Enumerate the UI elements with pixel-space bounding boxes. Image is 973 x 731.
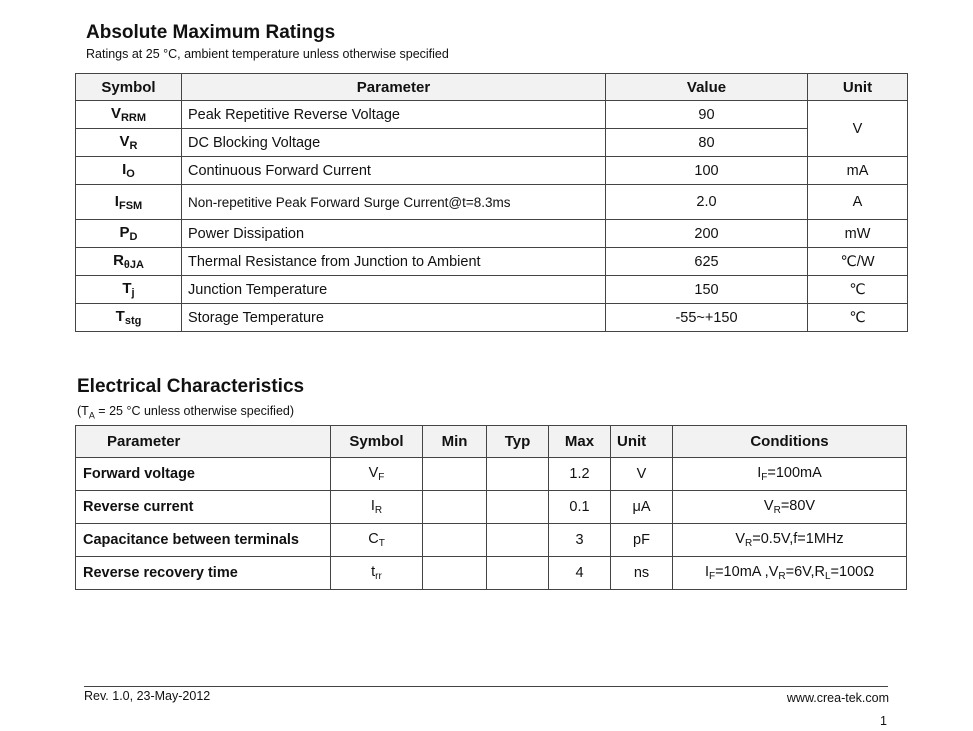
page-number: 1	[880, 714, 887, 728]
condition-subscript: R	[745, 538, 753, 549]
footer-divider	[84, 686, 888, 687]
min-cell	[423, 491, 487, 524]
table-row	[76, 248, 908, 276]
symbol-cell: $V_F$	[331, 458, 423, 491]
condition-text: =6V,R	[785, 564, 825, 580]
table-row	[76, 157, 908, 185]
unit-cell: ℃	[808, 304, 908, 332]
table-row	[76, 491, 907, 524]
table-header-row	[76, 426, 907, 458]
condition-text: =10mA ,V	[715, 564, 779, 580]
symbol-cell: $I_R$	[331, 491, 423, 524]
unit-cell: V	[611, 458, 673, 491]
symbol-cell: $T_{stg}$	[76, 304, 182, 332]
typ-cell	[487, 524, 549, 557]
condition-text: =0.5V,f=1MHz	[752, 531, 844, 547]
value-cell: 150	[606, 276, 808, 304]
table-header-row	[76, 74, 908, 101]
table-row	[76, 185, 908, 220]
value-cell: 100	[606, 157, 808, 185]
min-cell	[423, 524, 487, 557]
col-header-parameter: Parameter	[182, 74, 606, 101]
unit-cell: mA	[808, 157, 908, 185]
condition-subscript: L	[824, 571, 831, 582]
condition-subscript: F	[761, 472, 768, 483]
unit-cell: V	[808, 101, 908, 157]
symbol-cell: $T_j$	[76, 276, 182, 304]
conditions-cell	[673, 491, 907, 524]
unit-cell: ℃/W	[808, 248, 908, 276]
max-cell: 1.2	[549, 458, 611, 491]
parameter-cell: Power Dissipation	[182, 220, 606, 248]
conditions-cell	[673, 557, 907, 590]
col-header-max: Max	[549, 426, 611, 458]
parameter-cell: Forward voltage	[76, 458, 331, 491]
value-cell: 2.0	[606, 185, 808, 220]
col-header-min: Min	[423, 426, 487, 458]
condition-text: I	[704, 564, 709, 580]
min-cell	[423, 557, 487, 590]
abs-max-subtitle: Ratings at 25 °C, ambient temperature unless otherwise specified	[86, 47, 449, 61]
symbol-cell: $R_{\theta JA}$	[76, 248, 182, 276]
typ-cell	[487, 458, 549, 491]
elec-char-subtitle: ($T_A = 25$ °C unless otherwise specified)	[77, 404, 295, 421]
condition-text: =100Ω	[830, 564, 875, 580]
condition-subscript: R	[778, 571, 786, 582]
value-cell: 90	[606, 101, 808, 129]
table-row	[76, 524, 907, 557]
table-row	[76, 557, 907, 590]
symbol-cell: $I_{FSM}$	[76, 185, 182, 220]
unit-cell: mW	[808, 220, 908, 248]
parameter-cell: Non-repetitive Peak Forward Surge Current@t=8.3ms	[182, 185, 606, 220]
unit-cell: μA	[611, 491, 673, 524]
abs-max-title: Absolute Maximum Ratings	[86, 22, 336, 43]
value-cell: 80	[606, 129, 808, 157]
condition-text: =80V	[780, 498, 816, 514]
elec-char-table	[75, 425, 907, 590]
unit-cell: pF	[611, 524, 673, 557]
condition-text: I	[757, 465, 762, 481]
parameter-cell: Junction Temperature	[182, 276, 606, 304]
condition-text: =100mA	[767, 465, 822, 481]
typ-cell	[487, 491, 549, 524]
condition-text: V	[735, 531, 746, 547]
unit-cell: ns	[611, 557, 673, 590]
parameter-cell: Reverse current	[76, 491, 331, 524]
table-row	[76, 101, 908, 129]
parameter-cell: Continuous Forward Current	[182, 157, 606, 185]
value-cell: 625	[606, 248, 808, 276]
conditions-cell	[673, 458, 907, 491]
col-header-symbol: Symbol	[331, 426, 423, 458]
symbol-cell: $t_{rr}$	[331, 557, 423, 590]
col-header-conditions: Conditions	[673, 426, 907, 458]
table-row	[76, 129, 908, 157]
max-cell: 3	[549, 524, 611, 557]
parameter-cell: Reverse recovery time	[76, 557, 331, 590]
col-header-typ: Typ	[487, 426, 549, 458]
parameter-cell: Capacitance between terminals	[76, 524, 331, 557]
min-cell	[423, 458, 487, 491]
value-cell: -55~+150	[606, 304, 808, 332]
symbol-cell: $V_{RRM}$	[76, 101, 182, 129]
revision-text: Rev. 1.0, 23-May-2012	[84, 689, 211, 703]
col-header-parameter: Parameter	[76, 426, 331, 458]
typ-cell	[487, 557, 549, 590]
unit-cell: A	[808, 185, 908, 220]
condition-subscript: R	[773, 505, 781, 516]
value-cell: 200	[606, 220, 808, 248]
col-header-unit: Unit	[611, 426, 673, 458]
condition-text: V	[763, 498, 774, 514]
conditions-cell	[673, 524, 907, 557]
table-row	[76, 304, 908, 332]
table-row	[76, 276, 908, 304]
condition-subscript: F	[708, 571, 716, 582]
abs-max-table	[75, 73, 908, 332]
col-header-unit: Unit	[808, 74, 908, 101]
unit-cell: ℃	[808, 276, 908, 304]
table-row	[76, 220, 908, 248]
parameter-cell: Peak Repetitive Reverse Voltage	[182, 101, 606, 129]
symbol-cell: $V_R$	[76, 129, 182, 157]
symbol-cell: $C_T$	[331, 524, 423, 557]
elec-char-title: Electrical Characteristics	[77, 376, 305, 397]
symbol-cell: $P_D$	[76, 220, 182, 248]
website-link[interactable]: www.crea-tek.com	[786, 691, 889, 705]
col-header-symbol: Symbol	[76, 74, 182, 101]
parameter-cell: Thermal Resistance from Junction to Ambient	[182, 248, 606, 276]
table-row	[76, 458, 907, 491]
parameter-cell: Storage Temperature	[182, 304, 606, 332]
max-cell: 4	[549, 557, 611, 590]
col-header-value: Value	[606, 74, 808, 101]
max-cell: 0.1	[549, 491, 611, 524]
symbol-cell: $I_O$	[76, 157, 182, 185]
parameter-cell: DC Blocking Voltage	[182, 129, 606, 157]
